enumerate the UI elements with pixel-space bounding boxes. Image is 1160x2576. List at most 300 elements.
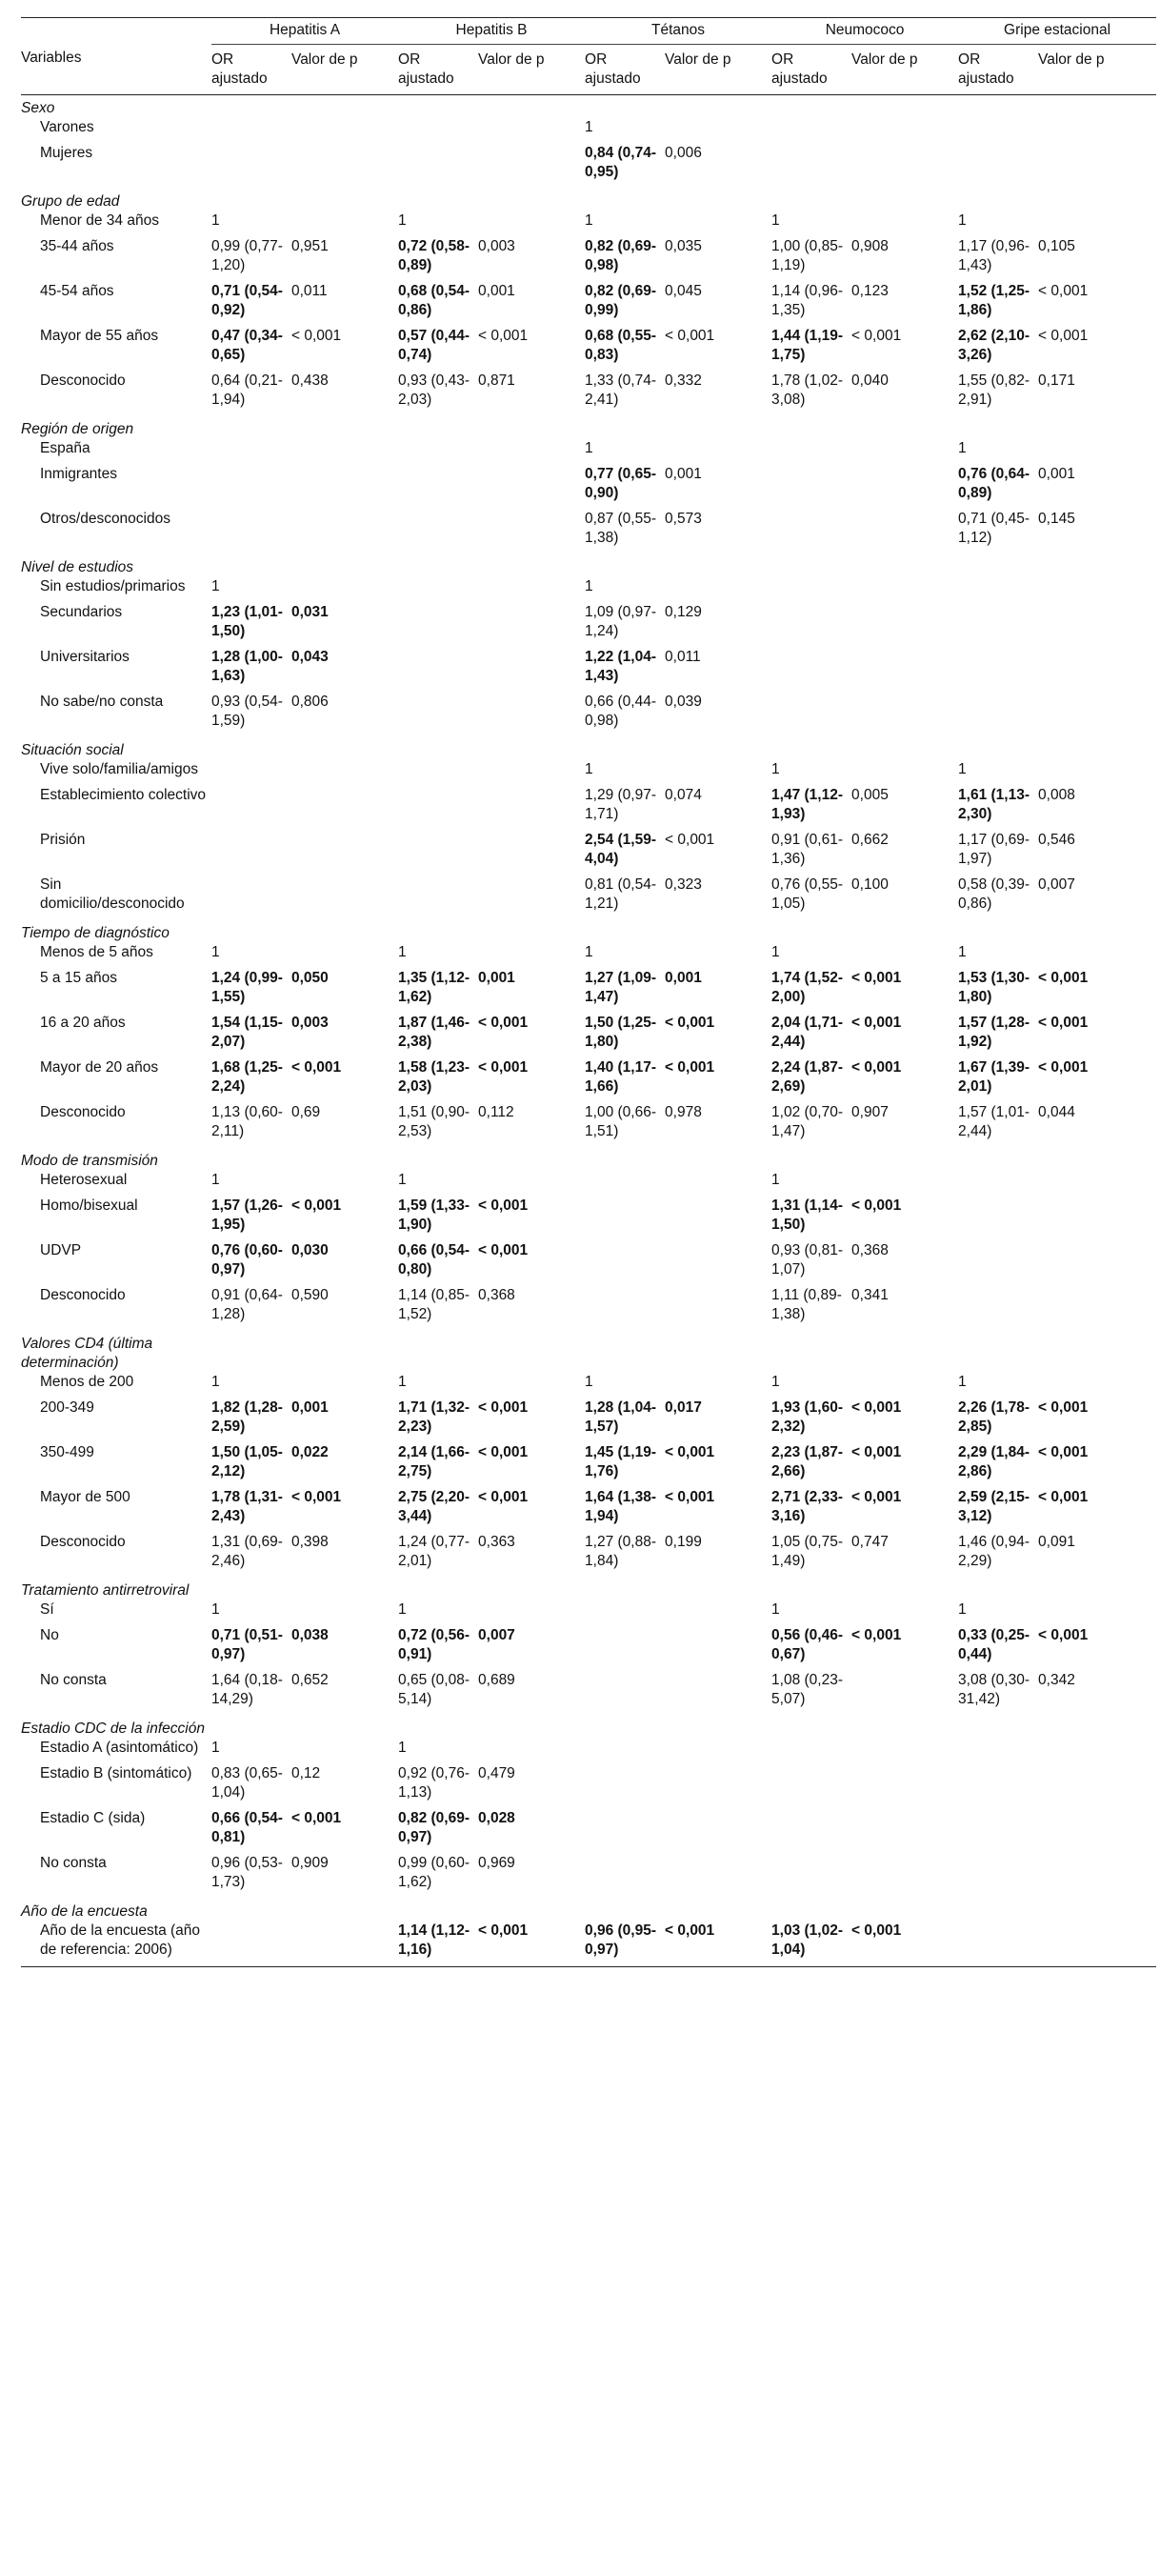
p-value-cell: < 0,001 bbox=[291, 1059, 342, 1076]
or-cell bbox=[398, 875, 478, 920]
p-value-cell: < 0,001 bbox=[478, 1015, 529, 1031]
p-value-cell bbox=[1038, 1922, 1156, 1967]
empty-cell bbox=[398, 737, 478, 760]
p-value-cell: < 0,001 bbox=[1038, 328, 1089, 344]
p-value-cell: < 0,001 bbox=[665, 1059, 715, 1076]
row-label: Mayor de 20 años bbox=[40, 1059, 159, 1076]
p-value-cell bbox=[1038, 1171, 1156, 1197]
p-value-cell: < 0,001 bbox=[665, 1015, 715, 1031]
empty-cell bbox=[398, 1578, 478, 1600]
section-row bbox=[21, 95, 1156, 119]
p-value-cell bbox=[478, 465, 585, 510]
empty-cell bbox=[958, 737, 1038, 760]
or-cell: 0,58 (0,39-0,86) bbox=[958, 876, 1030, 912]
or-cell: 1 bbox=[211, 212, 220, 229]
table-row bbox=[21, 465, 1156, 510]
or-cell: 2,23 (1,87-2,66) bbox=[771, 1444, 844, 1479]
section-title: Región de origen bbox=[21, 421, 134, 437]
or-cell: 1,57 (1,01-2,44) bbox=[958, 1104, 1030, 1139]
p-value-cell bbox=[478, 831, 585, 875]
empty-cell bbox=[851, 920, 958, 943]
empty-cell bbox=[398, 1148, 478, 1171]
empty-cell bbox=[211, 189, 291, 211]
p-value-cell bbox=[291, 1600, 398, 1626]
or-cell: 1 bbox=[398, 1374, 407, 1390]
or-cell bbox=[585, 1197, 665, 1241]
or-cell bbox=[771, 1764, 851, 1809]
p-value-cell bbox=[851, 648, 958, 693]
empty-cell bbox=[851, 1578, 958, 1600]
table-row bbox=[21, 1922, 1156, 1967]
empty-cell bbox=[585, 1578, 665, 1600]
or-cell: 0,57 (0,44-0,74) bbox=[398, 328, 470, 363]
row-label: No bbox=[40, 1627, 59, 1643]
subheader-valor-de-p: Valor de p bbox=[1038, 51, 1105, 68]
p-value-cell bbox=[478, 875, 585, 920]
p-value-cell bbox=[1038, 439, 1156, 465]
empty-cell bbox=[291, 1148, 398, 1171]
or-cell bbox=[771, 1809, 851, 1854]
p-value-cell: < 0,001 bbox=[851, 1399, 902, 1416]
p-value-cell: 0,022 bbox=[291, 1444, 329, 1460]
empty-cell bbox=[398, 554, 478, 577]
p-value-cell bbox=[1038, 1600, 1156, 1626]
p-value-cell: < 0,001 bbox=[851, 1627, 902, 1643]
or-cell: 1,27 (0,88-1,84) bbox=[585, 1534, 656, 1569]
row-label: Sin domicilio/desconocido bbox=[40, 876, 185, 912]
or-cell: 2,54 (1,59-4,04) bbox=[585, 832, 656, 867]
p-value-cell: 0,332 bbox=[665, 372, 702, 389]
or-cell: 1,78 (1,31-2,43) bbox=[211, 1489, 283, 1524]
empty-cell bbox=[1038, 95, 1156, 119]
row-label: Menos de 200 bbox=[40, 1374, 134, 1390]
or-cell: 1,93 (1,60-2,32) bbox=[771, 1399, 844, 1435]
row-label: Heterosexual bbox=[40, 1172, 128, 1188]
or-cell bbox=[958, 1286, 1038, 1331]
or-cell bbox=[398, 760, 478, 786]
empty-cell bbox=[1038, 1578, 1156, 1600]
row-label: Secundarios bbox=[40, 604, 123, 620]
p-value-cell: < 0,001 bbox=[478, 328, 529, 344]
table-row bbox=[21, 372, 1156, 416]
p-value-cell bbox=[1038, 1739, 1156, 1764]
or-cell: 0,65 (0,08-5,14) bbox=[398, 1672, 470, 1707]
or-cell: 1,29 (0,97-1,71) bbox=[585, 787, 656, 822]
or-cell bbox=[398, 603, 478, 648]
or-cell bbox=[585, 1739, 665, 1764]
table-body bbox=[21, 95, 1156, 1967]
p-value-cell bbox=[665, 1764, 771, 1809]
table-row bbox=[21, 510, 1156, 554]
or-cell: 1 bbox=[958, 212, 967, 229]
p-value-cell bbox=[665, 1241, 771, 1286]
empty-cell bbox=[478, 1716, 585, 1739]
p-value-cell: 0,546 bbox=[1038, 832, 1075, 848]
header-variables: Variables bbox=[21, 18, 211, 95]
row-label: Homo/bisexual bbox=[40, 1197, 138, 1214]
row-label: Vive solo/familia/amigos bbox=[40, 761, 198, 777]
p-value-cell: < 0,001 bbox=[1038, 1015, 1089, 1031]
p-value-cell bbox=[478, 603, 585, 648]
empty-cell bbox=[585, 554, 665, 577]
empty-cell bbox=[771, 1578, 851, 1600]
p-value-cell bbox=[478, 693, 585, 737]
p-value-cell: < 0,001 bbox=[665, 1922, 715, 1939]
row-label: Año de la encuesta (año de referencia: 2006) bbox=[40, 1922, 201, 1958]
or-cell: 0,77 (0,65-0,90) bbox=[585, 466, 656, 501]
or-cell: 1,28 (1,00-1,63) bbox=[211, 649, 283, 684]
or-cell: 0,92 (0,76-1,13) bbox=[398, 1765, 470, 1801]
section-row bbox=[21, 1716, 1156, 1739]
odds-ratio-table bbox=[21, 17, 1156, 1967]
or-cell bbox=[211, 118, 291, 144]
table-row bbox=[21, 1241, 1156, 1286]
p-value-cell bbox=[291, 760, 398, 786]
empty-cell bbox=[771, 1899, 851, 1922]
or-cell: 0,66 (0,54-0,80) bbox=[398, 1242, 470, 1278]
or-cell: 0,93 (0,81-1,07) bbox=[771, 1242, 844, 1278]
section-row bbox=[21, 554, 1156, 577]
p-value-cell: < 0,001 bbox=[1038, 1489, 1089, 1505]
p-value-cell: 0,479 bbox=[478, 1765, 515, 1781]
p-value-cell bbox=[1038, 1764, 1156, 1809]
p-value-cell bbox=[851, 1854, 958, 1899]
or-cell: 1,31 (0,69-2,46) bbox=[211, 1534, 283, 1569]
p-value-cell bbox=[851, 144, 958, 189]
or-cell: 1 bbox=[398, 212, 407, 229]
empty-cell bbox=[771, 920, 851, 943]
p-value-cell: 0,031 bbox=[291, 604, 329, 620]
p-value-cell: 0,006 bbox=[665, 145, 702, 161]
empty-cell bbox=[398, 416, 478, 439]
p-value-cell bbox=[1038, 648, 1156, 693]
empty-cell bbox=[478, 920, 585, 943]
or-cell bbox=[398, 465, 478, 510]
p-value-cell bbox=[665, 1739, 771, 1764]
p-value-cell: 0,398 bbox=[291, 1534, 329, 1550]
table-row bbox=[21, 1197, 1156, 1241]
empty-cell bbox=[1038, 737, 1156, 760]
empty-cell bbox=[771, 189, 851, 211]
p-value-cell: 0,171 bbox=[1038, 372, 1075, 389]
table-row bbox=[21, 1533, 1156, 1578]
p-value-cell bbox=[478, 1600, 585, 1626]
empty-cell bbox=[478, 737, 585, 760]
or-cell: 1,57 (1,26-1,95) bbox=[211, 1197, 283, 1233]
p-value-cell bbox=[851, 693, 958, 737]
p-value-cell bbox=[665, 577, 771, 603]
or-cell: 1,68 (1,25-2,24) bbox=[211, 1059, 283, 1095]
or-cell bbox=[958, 1809, 1038, 1854]
p-value-cell: 0,363 bbox=[478, 1534, 515, 1550]
empty-cell bbox=[958, 416, 1038, 439]
p-value-cell: < 0,001 bbox=[478, 1444, 529, 1460]
or-cell: 0,76 (0,55-1,05) bbox=[771, 876, 844, 912]
header-tetanos: Tétanos bbox=[585, 18, 771, 45]
or-cell: 1,17 (0,69-1,97) bbox=[958, 832, 1030, 867]
or-cell: 1,24 (0,77-2,01) bbox=[398, 1534, 470, 1569]
or-cell: 0,56 (0,46-0,67) bbox=[771, 1627, 844, 1662]
or-cell: 0,93 (0,43-2,03) bbox=[398, 372, 470, 408]
p-value-cell: 0,007 bbox=[1038, 876, 1075, 893]
empty-cell bbox=[291, 1716, 398, 1739]
or-cell: 2,14 (1,66-2,75) bbox=[398, 1444, 470, 1479]
or-cell bbox=[958, 1739, 1038, 1764]
p-value-cell bbox=[851, 943, 958, 969]
p-value-cell: 0,007 bbox=[478, 1627, 515, 1643]
or-cell: 1,87 (1,46-2,38) bbox=[398, 1015, 470, 1050]
p-value-cell bbox=[291, 118, 398, 144]
subheader-or-ajustado: OR ajustado bbox=[958, 51, 1014, 87]
p-value-cell bbox=[291, 875, 398, 920]
or-cell: 0,71 (0,45-1,12) bbox=[958, 511, 1030, 546]
empty-cell bbox=[291, 554, 398, 577]
empty-cell bbox=[665, 95, 771, 119]
section-title: Tiempo de diagnóstico bbox=[21, 925, 170, 941]
empty-cell bbox=[398, 1331, 478, 1373]
or-cell: 1 bbox=[958, 1374, 967, 1390]
p-value-cell bbox=[665, 211, 771, 237]
or-cell: 2,75 (2,20-3,44) bbox=[398, 1489, 470, 1524]
p-value-cell bbox=[291, 144, 398, 189]
p-value-cell bbox=[665, 1626, 771, 1671]
empty-cell bbox=[1038, 1899, 1156, 1922]
p-value-cell: 0,017 bbox=[665, 1399, 702, 1416]
p-value-cell bbox=[291, 465, 398, 510]
table-row bbox=[21, 327, 1156, 372]
section-title: Valores CD4 (última determinación) bbox=[21, 1336, 153, 1371]
p-value-cell: 0,040 bbox=[851, 372, 889, 389]
or-cell bbox=[585, 1671, 665, 1716]
row-label: España bbox=[40, 440, 90, 456]
or-cell: 1 bbox=[211, 1172, 220, 1188]
p-value-cell: 0,050 bbox=[291, 970, 329, 986]
p-value-cell bbox=[1038, 760, 1156, 786]
or-cell bbox=[771, 465, 851, 510]
section-title: Sexo bbox=[21, 100, 55, 116]
table-row bbox=[21, 1809, 1156, 1854]
or-cell bbox=[771, 603, 851, 648]
or-cell: 1,53 (1,30-1,80) bbox=[958, 970, 1030, 1005]
p-value-cell: 0,044 bbox=[1038, 1104, 1075, 1120]
section-row bbox=[21, 1148, 1156, 1171]
or-cell bbox=[771, 693, 851, 737]
or-cell: 1 bbox=[771, 761, 780, 777]
or-cell: 0,68 (0,55-0,83) bbox=[585, 328, 656, 363]
or-cell bbox=[211, 786, 291, 831]
empty-cell bbox=[665, 1148, 771, 1171]
p-value-cell bbox=[291, 439, 398, 465]
or-cell bbox=[398, 144, 478, 189]
or-cell bbox=[211, 760, 291, 786]
table-row bbox=[21, 875, 1156, 920]
table-row bbox=[21, 211, 1156, 237]
p-value-cell bbox=[665, 1809, 771, 1854]
p-value-cell: 0,001 bbox=[1038, 466, 1075, 482]
p-value-cell: < 0,001 bbox=[665, 1444, 715, 1460]
or-cell: 0,47 (0,34-0,65) bbox=[211, 328, 283, 363]
p-value-cell bbox=[665, 760, 771, 786]
subheader-or-ajustado: OR ajustado bbox=[771, 51, 828, 87]
row-label: Otros/desconocidos bbox=[40, 511, 170, 527]
table-row bbox=[21, 1671, 1156, 1716]
table-header bbox=[21, 18, 1156, 95]
p-value-cell bbox=[291, 786, 398, 831]
section-row bbox=[21, 189, 1156, 211]
row-label: Universitarios bbox=[40, 649, 130, 665]
p-value-cell bbox=[665, 1671, 771, 1716]
or-cell bbox=[958, 1241, 1038, 1286]
p-value-cell: < 0,001 bbox=[478, 1489, 529, 1505]
or-cell: 0,91 (0,61-1,36) bbox=[771, 832, 844, 867]
or-cell: 1,33 (0,74-2,41) bbox=[585, 372, 656, 408]
p-value-cell: 0,003 bbox=[478, 238, 515, 254]
or-cell: 1 bbox=[958, 761, 967, 777]
row-label: Estadio B (sintomático) bbox=[40, 1765, 192, 1781]
or-cell bbox=[958, 1171, 1038, 1197]
or-cell: 1 bbox=[771, 1172, 780, 1188]
or-cell bbox=[585, 1286, 665, 1331]
row-label: Menos de 5 años bbox=[40, 944, 153, 960]
p-value-cell: 0,003 bbox=[291, 1015, 329, 1031]
p-value-cell: < 0,001 bbox=[851, 328, 902, 344]
p-value-cell bbox=[291, 831, 398, 875]
empty-cell bbox=[585, 737, 665, 760]
or-cell: 1 bbox=[585, 944, 593, 960]
empty-cell bbox=[851, 737, 958, 760]
or-cell bbox=[771, 1739, 851, 1764]
empty-cell bbox=[1038, 920, 1156, 943]
subheader-valor-de-p: Valor de p bbox=[665, 51, 731, 68]
p-value-cell bbox=[665, 1600, 771, 1626]
empty-cell bbox=[291, 1578, 398, 1600]
p-value-cell: < 0,001 bbox=[478, 1922, 529, 1939]
p-value-cell: 0,112 bbox=[478, 1104, 514, 1120]
p-value-cell bbox=[851, 1600, 958, 1626]
empty-cell bbox=[665, 920, 771, 943]
table-row bbox=[21, 1626, 1156, 1671]
p-value-cell: 0,001 bbox=[665, 466, 702, 482]
p-value-cell: 0,323 bbox=[665, 876, 702, 893]
or-cell: 0,71 (0,54-0,92) bbox=[211, 283, 283, 318]
empty-cell bbox=[665, 189, 771, 211]
p-value-cell bbox=[851, 465, 958, 510]
or-cell: 1 bbox=[585, 119, 593, 135]
p-value-cell bbox=[478, 1373, 585, 1399]
or-cell: 1,00 (0,66-1,51) bbox=[585, 1104, 656, 1139]
empty-cell bbox=[958, 95, 1038, 119]
p-value-cell: 0,100 bbox=[851, 876, 889, 893]
subheader-or-ajustado: OR ajustado bbox=[211, 51, 268, 87]
or-cell: 1,17 (0,96-1,43) bbox=[958, 238, 1030, 273]
p-value-cell bbox=[1038, 1241, 1156, 1286]
empty-cell bbox=[665, 1331, 771, 1373]
empty-cell bbox=[585, 1716, 665, 1739]
p-value-cell: 0,69 bbox=[291, 1104, 321, 1120]
row-label: Estadio A (asintomático) bbox=[40, 1740, 199, 1756]
table-row bbox=[21, 1854, 1156, 1899]
p-value-cell: 0,145 bbox=[1038, 511, 1075, 527]
p-value-cell bbox=[478, 1739, 585, 1764]
p-value-cell bbox=[291, 577, 398, 603]
or-cell: 1,28 (1,04-1,57) bbox=[585, 1399, 656, 1435]
section-row bbox=[21, 737, 1156, 760]
or-cell bbox=[585, 1600, 665, 1626]
or-cell: 1,23 (1,01-1,50) bbox=[211, 604, 283, 639]
or-cell: 0,93 (0,54-1,59) bbox=[211, 694, 283, 729]
p-value-cell: 0,001 bbox=[478, 970, 515, 986]
p-value-cell bbox=[291, 211, 398, 237]
or-cell: 0,82 (0,69-0,97) bbox=[398, 1810, 470, 1845]
p-value-cell bbox=[291, 1739, 398, 1764]
p-value-cell: 0,005 bbox=[851, 787, 889, 803]
or-cell: 0,72 (0,56-0,91) bbox=[398, 1627, 470, 1662]
or-cell: 2,26 (1,78-2,85) bbox=[958, 1399, 1030, 1435]
or-cell bbox=[771, 439, 851, 465]
empty-cell bbox=[478, 1578, 585, 1600]
empty-cell bbox=[478, 95, 585, 119]
p-value-cell: < 0,001 bbox=[1038, 1444, 1089, 1460]
or-cell bbox=[398, 577, 478, 603]
or-cell bbox=[958, 1854, 1038, 1899]
or-cell: 0,99 (0,60-1,62) bbox=[398, 1855, 470, 1890]
row-label: No sabe/no consta bbox=[40, 694, 164, 710]
empty-cell bbox=[1038, 1716, 1156, 1739]
or-cell bbox=[211, 465, 291, 510]
p-value-cell: < 0,001 bbox=[291, 328, 342, 344]
or-cell bbox=[585, 1764, 665, 1809]
row-label: Mayor de 55 años bbox=[40, 328, 159, 344]
or-cell: 1,44 (1,19-1,75) bbox=[771, 328, 844, 363]
or-cell: 0,72 (0,58-0,89) bbox=[398, 238, 470, 273]
row-label: 350-499 bbox=[40, 1444, 94, 1460]
empty-cell bbox=[585, 920, 665, 943]
empty-cell bbox=[851, 95, 958, 119]
table-row bbox=[21, 786, 1156, 831]
section-row bbox=[21, 1578, 1156, 1600]
empty-cell bbox=[665, 737, 771, 760]
or-cell bbox=[958, 1922, 1038, 1967]
empty-cell bbox=[851, 554, 958, 577]
empty-cell bbox=[958, 1331, 1038, 1373]
table-row bbox=[21, 1764, 1156, 1809]
or-cell bbox=[958, 1764, 1038, 1809]
or-cell: 1,13 (0,60-2,11) bbox=[211, 1104, 283, 1139]
or-cell bbox=[585, 1809, 665, 1854]
table-row bbox=[21, 118, 1156, 144]
or-cell bbox=[958, 603, 1038, 648]
table-row bbox=[21, 831, 1156, 875]
p-value-cell bbox=[1038, 1286, 1156, 1331]
or-cell: 1,47 (1,12-1,93) bbox=[771, 787, 844, 822]
empty-cell bbox=[958, 1899, 1038, 1922]
p-value-cell: < 0,001 bbox=[478, 1059, 529, 1076]
or-cell: 1 bbox=[771, 212, 780, 229]
p-value-cell bbox=[1038, 1197, 1156, 1241]
empty-cell bbox=[211, 416, 291, 439]
p-value-cell bbox=[851, 1171, 958, 1197]
or-cell: 2,71 (2,33-3,16) bbox=[771, 1489, 844, 1524]
or-cell: 2,59 (2,15-3,12) bbox=[958, 1489, 1030, 1524]
empty-cell bbox=[291, 920, 398, 943]
table-row bbox=[21, 1373, 1156, 1399]
p-value-cell: < 0,001 bbox=[851, 1015, 902, 1031]
empty-cell bbox=[585, 95, 665, 119]
table-row bbox=[21, 1488, 1156, 1533]
p-value-cell bbox=[851, 211, 958, 237]
p-value-cell: < 0,001 bbox=[665, 1489, 715, 1505]
row-label: No consta bbox=[40, 1855, 107, 1871]
